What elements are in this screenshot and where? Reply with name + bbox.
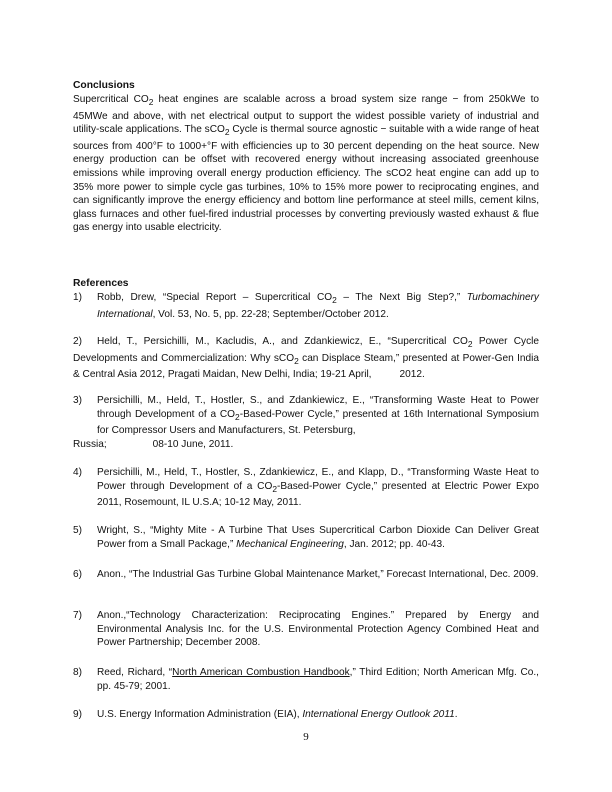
references-heading: References xyxy=(73,278,129,289)
reference-subscript: 2 xyxy=(235,411,240,422)
reference-subscript: 2 xyxy=(467,339,473,350)
conclusions-text-c: Cycle is thermal source agnostic − suitable with a wide range of heat sources from 400°F to 1000+°F with efficiencies up to 30 percent depending on the heat source. New energy production can be offset with recovered energy without increasing associated greenhouse emissions while improving overall energy production efficiency. The sCO2 heat engine can add up to 35% more power to simple cycle gas turbines, 10% to 15% more power to reciprocating engines, and can significantly improve the energy efficiency and bottom line performance at steel mills, cement kilns, glass furnaces and other fuel-fired industrial processes by converting previously wasted exhaust & flue gas energy into usable electricity. xyxy=(73,124,539,234)
reference-text: Persichilli, M., Held, T., Hostler, S., and Zdankiewicz, E., “Transforming Waste Heat to Power through Development of a CO xyxy=(97,395,539,420)
conclusions-text-a: Supercritical CO xyxy=(73,94,149,105)
reference-text: Anon.,“Technology Characterization: Reciprocating Engines.” Prepared by Energy and Environmental Analysis Inc. for the U.S. Environmental Protection Agency Combined Heat and Power Partnership; December 2008. xyxy=(97,610,539,649)
reference-item xyxy=(73,291,539,321)
reference-item xyxy=(73,394,539,451)
reference-text: Power Cycle Developments and Commercialization: Why sCO xyxy=(73,336,539,364)
reference-text: , Vol. 53, No. 5, pp. 22-28; September/October 2012. xyxy=(152,308,389,320)
reference-text: Reed, Richard, “ xyxy=(97,667,173,678)
reference-number: 2) xyxy=(73,336,82,347)
conclusions-heading: Conclusions xyxy=(73,80,135,91)
conclusions-paragraph xyxy=(73,93,539,235)
reference-subscript: 2 xyxy=(332,295,337,306)
reference-text: Held, T., Persichilli, M., Kacludis, A., and Zdankiewicz, E., “Supercritical CO xyxy=(97,336,468,347)
reference-journal: Mechanical Engineering xyxy=(236,538,344,550)
reference-text: can Displace Steam,” presented at Power-Gen India & Central Asia 2012, Pragati Maidan, New Delhi, India; 19-21 April, xyxy=(73,352,539,381)
reference-text: Wright, S., “Mighty Mite - A Turbine That Uses Supercritical Carbon Dioxide Can Deliver Great Power from a Small Package,” xyxy=(97,525,539,550)
reference-number: 1) xyxy=(73,292,82,303)
reference-number: 4) xyxy=(73,467,82,478)
reference-item xyxy=(73,666,539,693)
reference-text: . xyxy=(454,709,458,720)
page-number: 9 xyxy=(303,731,309,743)
reference-item xyxy=(73,568,539,582)
reference-subscript: 2 xyxy=(294,355,299,366)
reference-text: -Based-Power Cycle,” presented at Electric Power Expo 2011, Rosemount, IL U.S.A; 10-12 May, 2011. xyxy=(97,480,539,509)
reference-text: , Jan. 2012; pp. 40-43. xyxy=(343,538,445,550)
reference-number: 8) xyxy=(73,667,82,678)
conclusions-sub-a: 2 xyxy=(148,97,154,108)
reference-text: – The Next Big Step?,” xyxy=(336,292,467,303)
reference-number: 9) xyxy=(73,709,82,720)
reference-text: ,” Third Edition; North American Mfg. Co., pp. 45-79; 2001. xyxy=(97,667,539,692)
reference-text: -Based-Power Cycle,” presented at 16th International Symposium for Compressor Users and Manufacturers, St. Petersburg, xyxy=(97,408,539,437)
reference-number: 7) xyxy=(73,610,82,621)
reference-item xyxy=(73,609,539,650)
reference-number: 6) xyxy=(73,569,82,580)
reference-item xyxy=(73,524,539,551)
reference-text: Russia; xyxy=(73,438,107,450)
reference-text: Persichilli, M., Held, T., Hostler, S., Zdankiewicz, E., and Klapp, D., “Transforming Waste Heat to Power through Development of a CO xyxy=(97,467,539,492)
reference-title: International Energy Outlook 2011 xyxy=(302,709,455,720)
conclusions-sub-b: 2 xyxy=(224,127,230,138)
reference-text: 2012. xyxy=(399,369,425,381)
reference-number: 3) xyxy=(73,395,82,406)
reference-text: Anon., “The Industrial Gas Turbine Global Maintenance Market,” Forecast International, Dec. 2009. xyxy=(97,569,539,580)
reference-item xyxy=(73,708,539,722)
conclusions-text-b: heat engines are scalable across a broad system size range − from 250kWe to 45MWe and above, with net electrical output to support the widest possible variety of industrial and utility-scale applications. The sCO xyxy=(73,94,540,136)
reference-item xyxy=(73,466,539,510)
reference-text: 08-10 June, 2011. xyxy=(152,438,234,450)
reference-item xyxy=(73,335,539,382)
reference-journal: Turbomachinery International xyxy=(97,292,539,320)
reference-text: U.S. Energy Information Administration (EIA), xyxy=(97,709,303,720)
reference-number: 5) xyxy=(73,525,82,536)
reference-book-title: North American Combustion Handbook xyxy=(172,667,350,678)
reference-text: Robb, Drew, “Special Report – Supercritical CO xyxy=(97,292,333,303)
reference-subscript: 2 xyxy=(272,483,278,494)
